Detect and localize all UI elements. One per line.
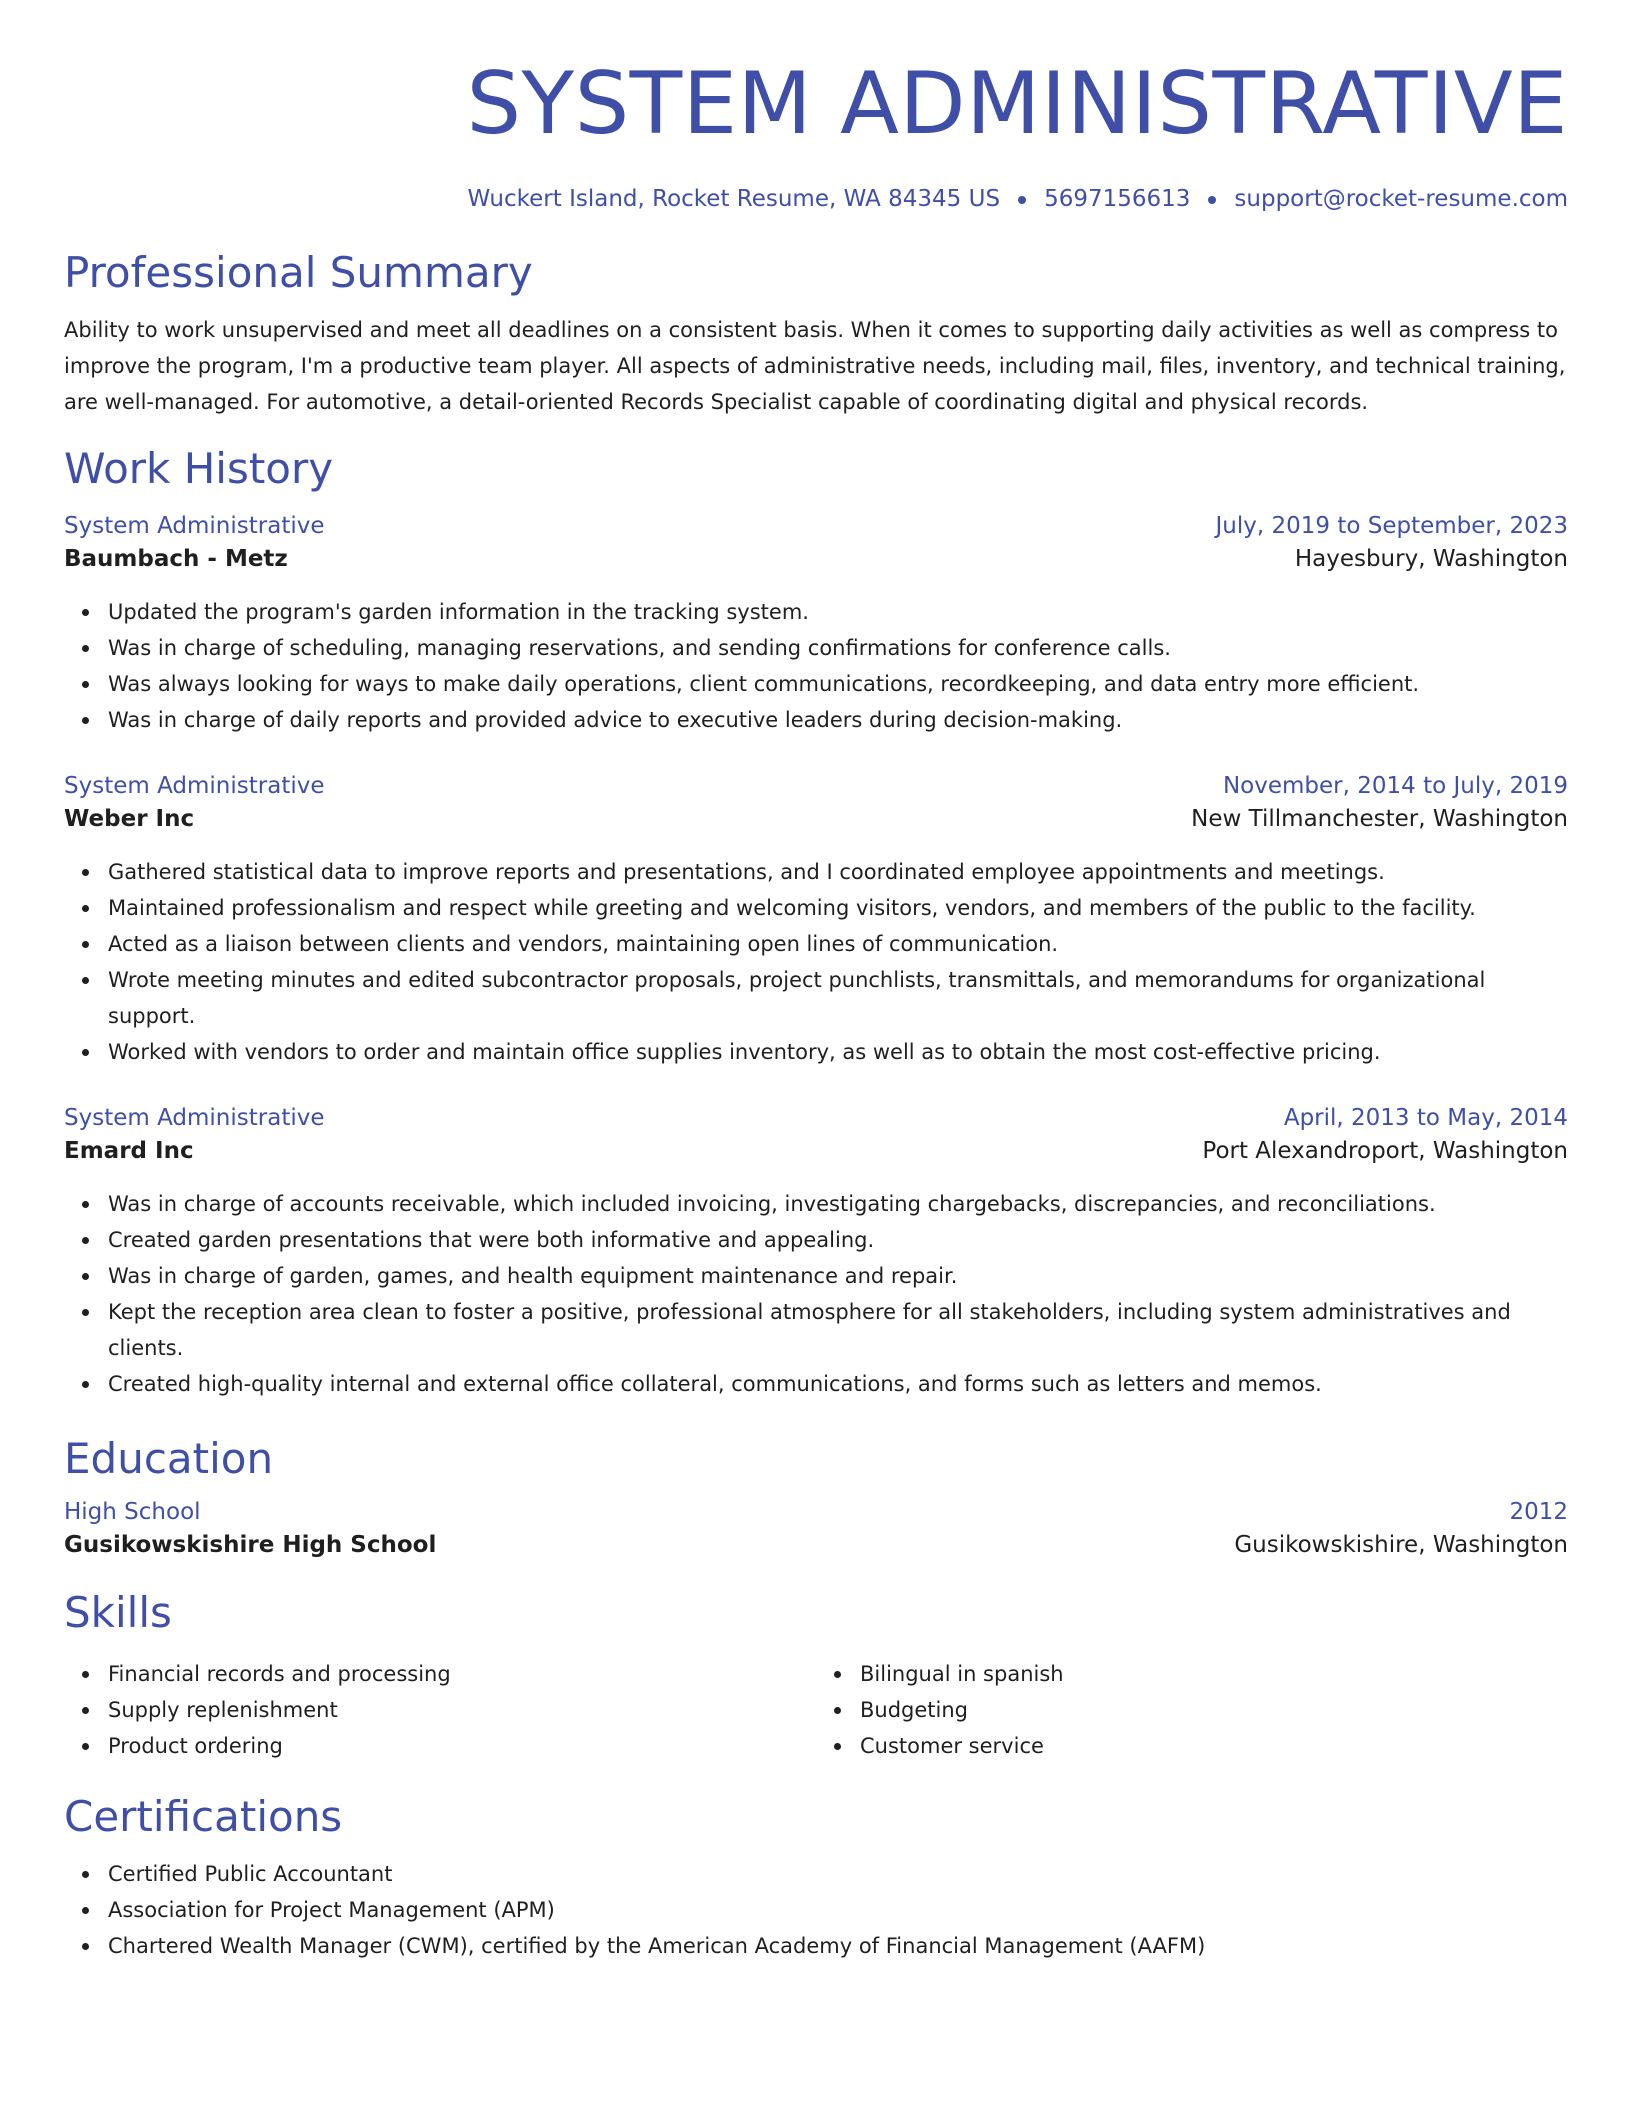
skill-item: Supply replenishment	[108, 1692, 816, 1728]
skill-item: Bilingual in spanish	[860, 1656, 1568, 1692]
skill-item: Financial records and processing	[108, 1656, 816, 1692]
certifications-heading: Certifications	[64, 1792, 343, 1841]
education-year: 2012	[1509, 1499, 1568, 1525]
contact-phone: 5697156613	[1044, 186, 1191, 212]
education-heading: Education	[64, 1434, 274, 1483]
job-title: System Administrative	[64, 773, 325, 799]
skills-list	[64, 1644, 1568, 1764]
job-bullet: Updated the program's garden information in the tracking system.	[108, 594, 1568, 630]
education-entry	[64, 1496, 1568, 1562]
job-title: System Administrative	[64, 513, 325, 539]
job-bullets	[64, 594, 1568, 738]
work-history-heading: Work History	[64, 444, 334, 493]
job-dates: July, 2019 to September, 2023	[1215, 513, 1568, 539]
job-location: Port Alexandroport, Washington	[1202, 1138, 1568, 1164]
job-dates: November, 2014 to July, 2019	[1222, 773, 1568, 799]
separator-dot-icon	[1018, 196, 1026, 204]
job-bullets	[64, 854, 1568, 1070]
certification-item: Certified Public Accountant	[108, 1856, 1568, 1892]
education-degree: High School	[64, 1499, 201, 1525]
certifications-list	[64, 1856, 1568, 1964]
job-company: Weber Inc	[64, 806, 195, 832]
job-bullet: Created garden presentations that were both informative and appealing.	[108, 1222, 1568, 1258]
job-location: Hayesbury, Washington	[1294, 546, 1568, 572]
job-dates: April, 2013 to May, 2014	[1283, 1105, 1568, 1131]
resume-header	[64, 0, 1568, 214]
certification-item: Chartered Wealth Manager (CWM), certified by the American Academy of Financial Management (AAFM)	[108, 1928, 1568, 1964]
summary-heading: Professional Summary	[64, 248, 533, 297]
job-title: System Administrative	[64, 1105, 325, 1131]
job-bullet: Worked with vendors to order and maintain office supplies inventory, as well as to obtain the most cost-effective pricing.	[108, 1034, 1568, 1070]
contact-email[interactable]: support@rocket-resume.com	[1234, 186, 1568, 212]
job-bullet: Created high-quality internal and external office collateral, communications, and forms such as letters and memos.	[108, 1366, 1568, 1402]
job-entry	[64, 510, 1568, 738]
job-bullet: Acted as a liaison between clients and vendors, maintaining open lines of communication.	[108, 926, 1568, 962]
contact-address: Wuckert Island, Rocket Resume, WA 84345 US	[467, 186, 1001, 212]
job-entry	[64, 770, 1568, 1070]
job-bullet: Gathered statistical data to improve reports and presentations, and I coordinated employee appointments and meetings.	[108, 854, 1568, 890]
job-bullet: Kept the reception area clean to foster a positive, professional atmosphere for all stakeholders, including system administratives and clients.	[108, 1294, 1568, 1366]
job-location: New Tillmanchester, Washington	[1191, 806, 1568, 832]
job-bullet: Was in charge of garden, games, and health equipment maintenance and repair.	[108, 1258, 1568, 1294]
certification-item: Association for Project Management (APM)	[108, 1892, 1568, 1928]
job-company: Emard Inc	[64, 1138, 194, 1164]
job-entry	[64, 1102, 1568, 1402]
skill-item: Customer service	[860, 1728, 1568, 1764]
education-school: Gusikowskishire High School	[64, 1532, 437, 1558]
separator-dot-icon	[1208, 196, 1216, 204]
skill-item: Budgeting	[860, 1692, 1568, 1728]
skills-heading: Skills	[64, 1588, 172, 1637]
job-company: Baumbach - Metz	[64, 546, 288, 572]
job-bullet: Maintained professionalism and respect while greeting and welcoming visitors, vendors, and members of the public to the facility.	[108, 890, 1568, 926]
education-location: Gusikowskishire, Washington	[1234, 1532, 1568, 1558]
skills-column-right	[816, 1656, 1568, 1764]
job-bullet: Was in charge of daily reports and provided advice to executive leaders during decision-making.	[108, 702, 1568, 738]
job-bullet: Was always looking for ways to make daily operations, client communications, recordkeeping, and data entry more efficient.	[108, 666, 1568, 702]
job-bullet: Wrote meeting minutes and edited subcontractor proposals, project punchlists, transmittals, and memorandums for organizational support.	[108, 962, 1568, 1034]
job-bullet: Was in charge of accounts receivable, which included invoicing, investigating chargebacks, discrepancies, and reconciliations.	[108, 1186, 1568, 1222]
summary-text: Ability to work unsupervised and meet all deadlines on a consistent basis. When it comes to supporting daily activities as well as compress to improve the program, I'm a productive team player. All aspects of administrative needs, including mail, files, inventory, and technical training, are well-managed. For automotive, a detail-oriented Records Specialist capable of coordinating digital and physical records.	[64, 318, 1566, 414]
candidate-name: SYSTEM ADMINISTRATIVE	[466, 54, 1568, 154]
contact-line	[64, 184, 1568, 214]
job-bullets	[64, 1186, 1568, 1402]
certifications-section	[64, 1856, 1568, 1964]
skill-item: Product ordering	[108, 1728, 816, 1764]
skills-column-left	[64, 1656, 816, 1764]
job-bullet: Was in charge of scheduling, managing reservations, and sending confirmations for conference calls.	[108, 630, 1568, 666]
